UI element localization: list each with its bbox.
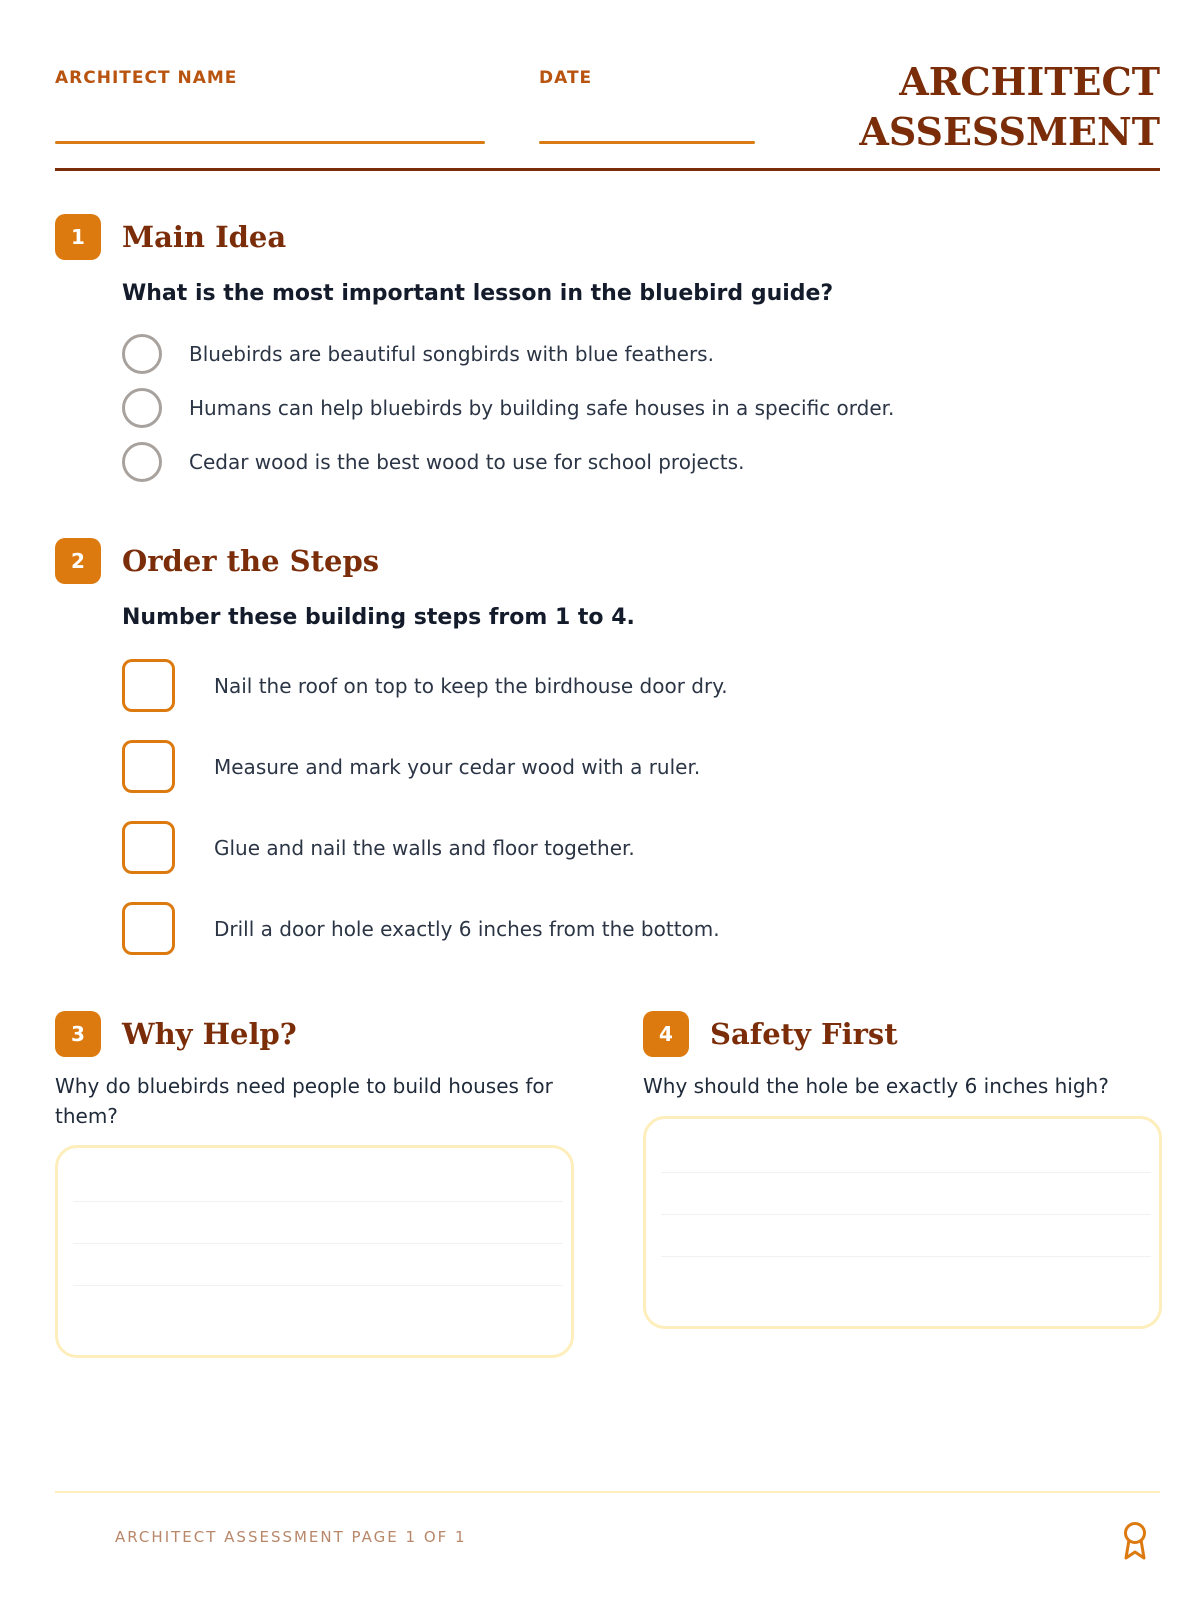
- step-item[interactable]: [122, 902, 720, 955]
- section-title: Safety First: [710, 1017, 898, 1051]
- page-title: [859, 57, 1160, 157]
- step-number-input[interactable]: [122, 740, 175, 793]
- main-idea-option[interactable]: [122, 334, 714, 374]
- step-number-input[interactable]: [122, 902, 175, 955]
- writing-line: [661, 1256, 1151, 1257]
- section-safety-first-header: [643, 1011, 898, 1057]
- why-help-prompt: Why do bluebirds need people to build houses for them?: [55, 1074, 553, 1128]
- radio-button[interactable]: [122, 334, 162, 374]
- radio-button[interactable]: [122, 388, 162, 428]
- step-item[interactable]: [122, 659, 728, 712]
- page-title-line1: ARCHITECT: [899, 59, 1160, 104]
- section-number-badge: 2: [55, 538, 101, 584]
- option-label: Bluebirds are beautiful songbirds with blue feathers.: [189, 342, 714, 366]
- section-number-badge: 1: [55, 214, 101, 260]
- option-label: Humans can help bluebirds by building safe houses in a specific order.: [189, 396, 895, 420]
- writing-line: [661, 1172, 1151, 1173]
- section-title: Main Idea: [122, 220, 287, 254]
- why-help-answer-box[interactable]: [55, 1145, 574, 1358]
- writing-line: [661, 1214, 1151, 1215]
- step-label: Drill a door hole exactly 6 inches from the bottom.: [214, 916, 720, 941]
- date-label: DATE: [539, 68, 593, 88]
- footer-page-label: ARCHITECT ASSESSMENT PAGE 1 OF 1: [115, 1528, 467, 1546]
- section-number-badge: 4: [643, 1011, 689, 1057]
- option-label: Cedar wood is the best wood to use for school projects.: [189, 450, 745, 474]
- page-header: [55, 55, 1160, 173]
- architect-name-field[interactable]: [55, 141, 485, 144]
- section-main-idea-header: [55, 214, 286, 260]
- writing-line: [73, 1243, 563, 1244]
- radio-button[interactable]: [122, 442, 162, 482]
- order-steps-question: Number these building steps from 1 to 4.: [122, 605, 635, 630]
- step-number-input[interactable]: [122, 821, 175, 874]
- section-why-help-header: [55, 1011, 297, 1057]
- section-number-badge: 3: [55, 1011, 101, 1057]
- step-item[interactable]: [122, 821, 635, 874]
- date-field[interactable]: [539, 141, 755, 144]
- safety-first-prompt: Why should the hole be exactly 6 inches high?: [643, 1074, 1109, 1098]
- section-title: Why Help?: [122, 1017, 297, 1051]
- main-idea-option[interactable]: [122, 442, 744, 482]
- section-title: Order the Steps: [122, 544, 380, 578]
- main-idea-question: What is the most important lesson in the bluebird guide?: [122, 281, 834, 306]
- step-label: Measure and mark your cedar wood with a ruler.: [214, 754, 701, 779]
- award-ribbon-icon: [1121, 1521, 1149, 1561]
- section-order-steps-header: [55, 538, 379, 584]
- step-label: Nail the roof on top to keep the birdhouse door dry.: [214, 673, 728, 698]
- step-label: Glue and nail the walls and floor together.: [214, 835, 635, 860]
- step-item[interactable]: [122, 740, 700, 793]
- footer-divider: [55, 1491, 1160, 1493]
- step-number-input[interactable]: [122, 659, 175, 712]
- architect-name-label: ARCHITECT NAME: [55, 68, 238, 88]
- page-title-line2: ASSESSMENT: [859, 109, 1160, 154]
- main-idea-option[interactable]: [122, 388, 894, 428]
- header-divider: [55, 168, 1160, 171]
- writing-line: [73, 1201, 563, 1202]
- safety-first-answer-box[interactable]: [643, 1116, 1162, 1329]
- writing-line: [73, 1285, 563, 1286]
